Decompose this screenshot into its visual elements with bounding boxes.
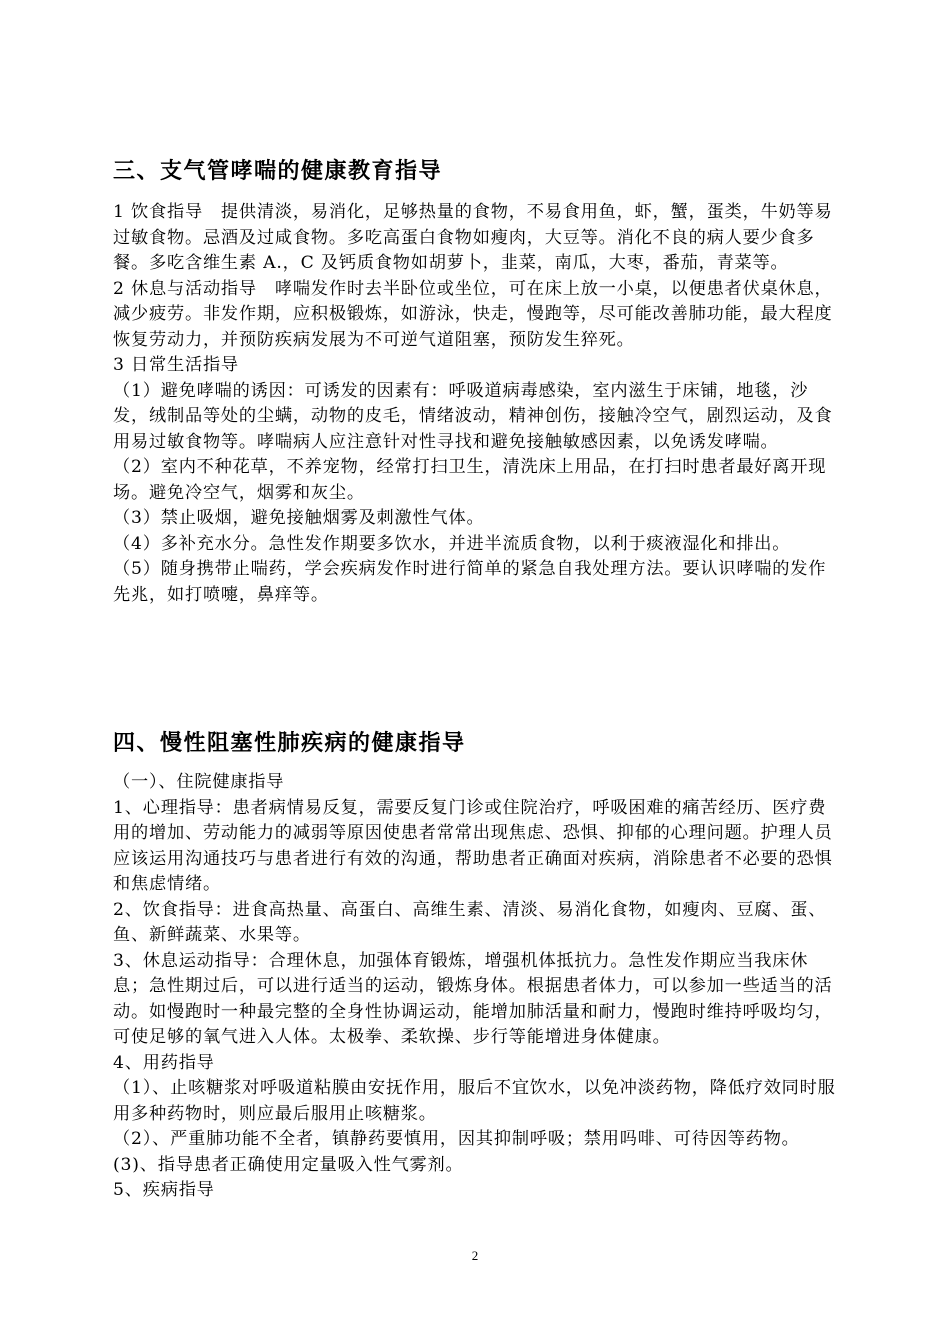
section-3-paragraph: （4）多补充水分。急性发作期要多饮水，并进半流质食物，以利于痰液湿化和排出。 xyxy=(113,533,791,554)
section-3-title: 三、支气管哮喘的健康教育指导 xyxy=(113,159,443,184)
section-4-body xyxy=(113,770,843,1204)
section-4-paragraph: (3)、指导患者正确使用定量吸入性气雾剂。 xyxy=(113,1154,464,1175)
section-4-paragraph: （一）、住院健康指导 xyxy=(113,772,285,792)
section-4-paragraph: 1、心理指导：患者病情易反复，需要反复门诊或住院治疗，呼吸困难的痛苦经历、医疗费用的增加、劳动能力的减弱等原因使患者常常出现焦虑、恐惧、抑郁的心理问题。护理人员应该运用沟通技巧与患者进行有效的沟通，帮助患者正确面对疾病，消除患者不必要的恐惧和焦虑情绪。 xyxy=(113,797,833,894)
section-3-paragraph: （3）禁止吸烟，避免接触烟雾及刺激性气体。 xyxy=(113,508,485,528)
section-3-paragraph: （5）随身携带止喘药，学会疾病发作时进行简单的紧急自我处理方法。要认识哮喘的发作先兆，如打喷嚏，鼻痒等。 xyxy=(113,559,827,605)
section-3-paragraph: （1）避免哮喘的诱因：可诱发的因素有：呼吸道病毒感染，室内滋生于床铺，地毯，沙发，绒制品等处的尘螨，动物的皮毛，情绪波动，精神创伤，接触冷空气，剧烈运动，及食用易过敏食物等。哮喘病人应注意针对性寻找和避免接触敏感因素，以免诱发哮喘。 xyxy=(113,380,833,452)
section-4-paragraph: 3、休息运动指导：合理休息，加强体育锻炼，增强机体抵抗力。急性发作期应当我床休息；急性期过后，可以进行适当的运动，锻炼身体。根据患者体力，可以参加一些适当的活动。如慢跑时一种最完整的全身性协调运动，能增加肺活量和耐力，慢跑时维持呼吸均匀，可使足够的氧气进入人体。太极拳、柔软操、步行等能增进身体健康。 xyxy=(113,950,833,1047)
section-3-paragraph: 2 休息与活动指导 哮喘发作时去半卧位或坐位，可在床上放一小桌，以便患者伏桌休息，减少疲劳。非发作期，应积极锻炼，如游泳，快走，慢跑等，尽可能改善肺功能，最大程度恢复劳动力，并预防疾病发展为不可逆气道阻塞，预防发生猝死。 xyxy=(113,278,833,350)
section-4-paragraph: （1）、止咳糖浆对呼吸道粘膜由安抚作用，服后不宜饮水，以免冲淡药物，降低疗效同时服用多种药物时，则应最后服用止咳糖浆。 xyxy=(113,1078,836,1124)
section-4-paragraph: 5、疾病指导 xyxy=(113,1180,215,1200)
section-4-paragraph: （2）、严重肺功能不全者，镇静药要慎用，因其抑制呼吸；禁用吗啡、可待因等药物。 xyxy=(113,1129,800,1149)
section-4-title: 四、慢性阻塞性肺疾病的健康指导 xyxy=(113,731,466,756)
section-3-paragraph: 3 日常生活指导 xyxy=(113,355,239,375)
section-3-paragraph: （2）室内不种花草，不养宠物，经常打扫卫生，清洗床上用品，在打扫时患者最好离开现场。避免冷空气，烟雾和灰尘。 xyxy=(113,457,827,503)
section-3-body xyxy=(113,200,843,608)
section-4-paragraph: 2、饮食指导：进食高热量、高蛋白、高维生素、清淡、易消化食物，如瘦肉、豆腐、蛋、鱼、新鲜蔬菜、水果等。 xyxy=(113,899,827,945)
section-3-paragraph: 1 饮食指导 提供清淡，易消化，足够热量的食物，不易食用鱼，虾，蟹，蛋类，牛奶等易过敏食物。忌酒及过咸食物。多吃高蛋白食物如瘦肉，大豆等。消化不良的病人要少食多餐。多吃含维生素 A.，C 及钙质食物如胡萝卜，韭菜，南瓜，大枣，番茄，青菜等。 xyxy=(113,202,833,273)
section-4-paragraph: 4、用药指导 xyxy=(113,1052,215,1073)
page-number: 2 xyxy=(471,1248,479,1263)
